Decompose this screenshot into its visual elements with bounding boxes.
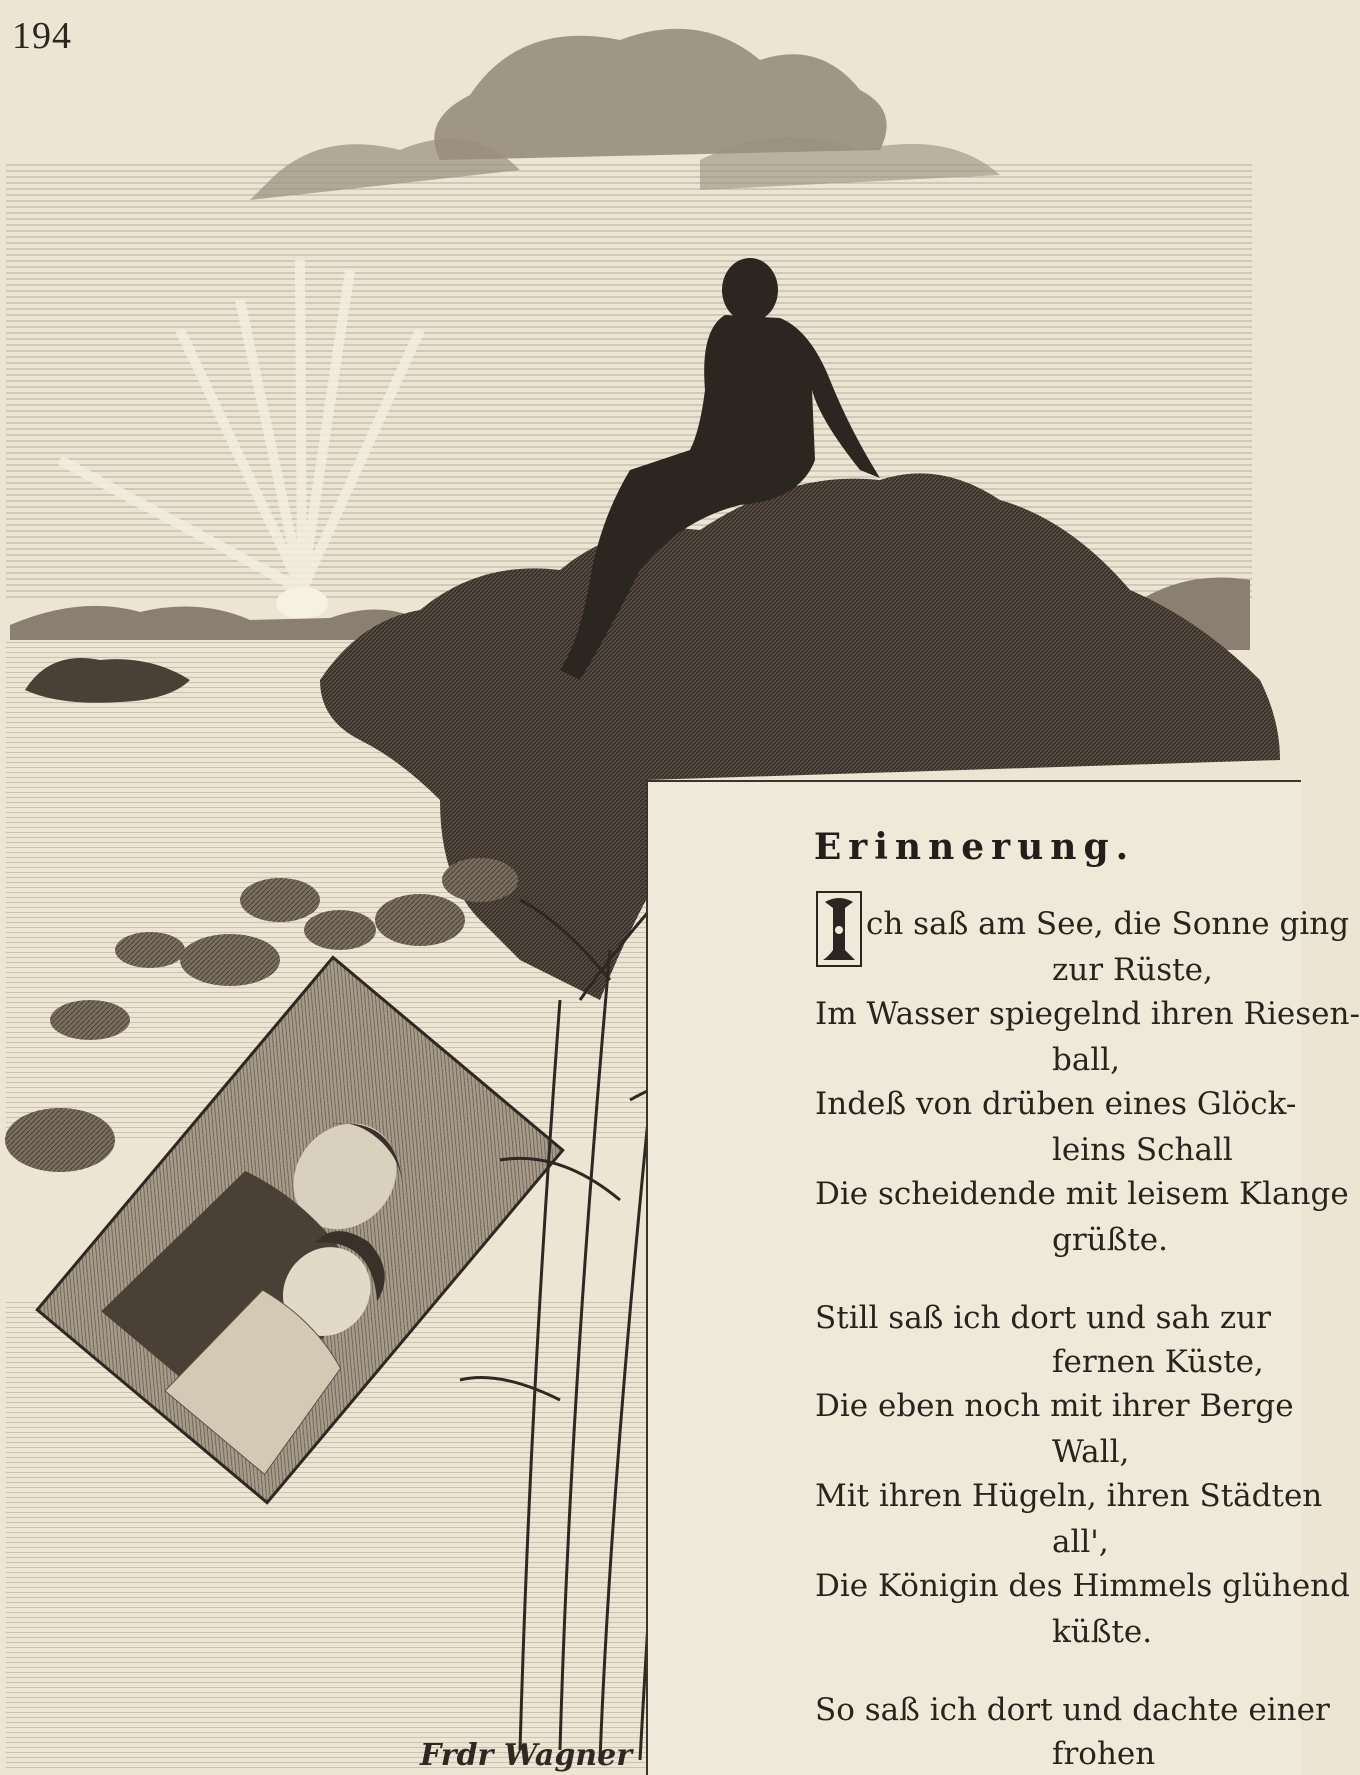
verse-line: So saß ich dort und dachte einer: [815, 1692, 1330, 1728]
setting-sun: [276, 587, 328, 619]
verse-line: Im Wasser spiegelnd ihren Riesen-: [815, 996, 1360, 1032]
page-number: 194: [12, 15, 72, 57]
verse-line: ch saß am See, die Sonne ging: [866, 906, 1350, 942]
poem-title: Erinnerung.: [813, 826, 1136, 868]
verse-line: ball,: [1052, 1042, 1121, 1078]
decorated-initial-icon: [815, 890, 863, 968]
verse-line: leins Schall: [1052, 1132, 1233, 1168]
verse-line: grüßte.: [1052, 1222, 1168, 1258]
poem-panel: [646, 780, 1360, 1775]
verse-line: zur Rüste,: [1052, 952, 1213, 988]
verse-line: Indeß von drüben eines Glöck-: [815, 1086, 1297, 1122]
verse-line: Die scheidende mit leisem Klange: [815, 1176, 1349, 1212]
verse-line: fernen Küste,: [1052, 1344, 1264, 1380]
verse-line: Still saß ich dort und sah zur: [815, 1300, 1271, 1336]
verse-line: all',: [1052, 1524, 1109, 1560]
verse-line: Wall,: [1052, 1434, 1130, 1470]
verse-line: frohen: [1052, 1736, 1156, 1772]
verse-line: küßte.: [1052, 1614, 1153, 1650]
verse-line: Die eben noch mit ihrer Berge: [815, 1388, 1294, 1424]
verse-line: Die Königin des Himmels glühend: [815, 1568, 1350, 1604]
artist-signature: Frdr Wagner: [420, 1738, 633, 1773]
verse-line: Mit ihren Hügeln, ihren Städten: [815, 1478, 1323, 1514]
